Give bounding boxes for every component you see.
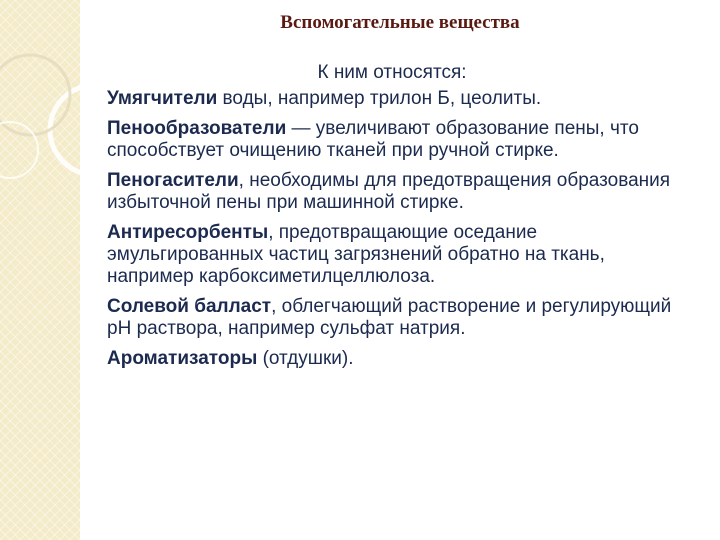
description: , предотвращающие оседание эмульгированных частиц загрязнений обратно на ткань, например карбоксиметилцеллюлоза. (107, 222, 605, 287)
term: Ароматизаторы (107, 348, 258, 369)
slide-title: Вспомогательные вещества (280, 12, 520, 33)
description: , облегчающий растворение и регулирующий рН раствора, например сульфат натрия. (107, 296, 672, 339)
slide-content (107, 62, 677, 378)
list-item (107, 88, 677, 110)
term: Умягчители (107, 88, 218, 109)
decorative-rings (0, 0, 120, 230)
term: Пеногасители (107, 170, 239, 191)
list-item (107, 348, 677, 370)
list-item (107, 170, 677, 214)
description: (отдушки). (257, 348, 354, 369)
term: Пенообразователи (107, 118, 287, 139)
list-item (107, 118, 677, 162)
list-item (107, 296, 677, 340)
description: , необходимы для предотвращения образования избыточной пены при машинной стирке. (107, 170, 671, 213)
term: Солевой балласт (107, 296, 272, 317)
list-item (107, 222, 677, 288)
description: воды, например трилон Б, цеолиты. (217, 88, 542, 109)
description: — увеличивают образование пены, что способствует очищению тканей при ручной стирке. (107, 118, 639, 161)
intro-text: К ним относятся: (317, 62, 467, 83)
term: Антиресорбенты (107, 222, 269, 243)
